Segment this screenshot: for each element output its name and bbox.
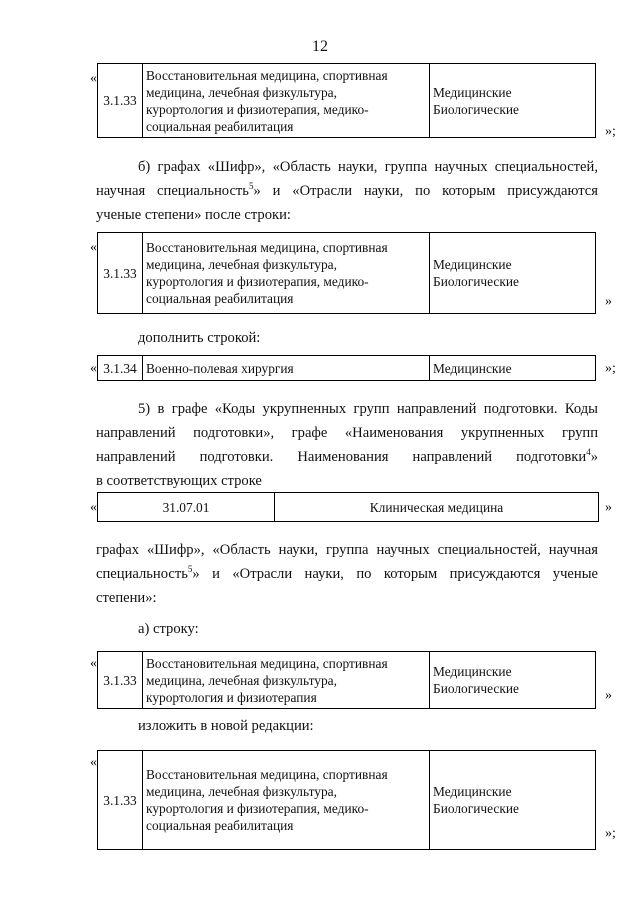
paragraph-graphs: графах «Шифр», «Область науки, группа научных специальностей, научная специальность$^5$» и «Отрасли науки, по которым присуждаются ученые степени»: (96, 542, 598, 606)
specialty-table-1 (97, 63, 596, 138)
science-branch: Медицинские Биологические (430, 233, 596, 314)
close-quote: »; (605, 124, 616, 139)
paragraph-add: дополнить строкой: (138, 330, 261, 346)
specialty-table-6 (97, 750, 596, 850)
science-branch: Медицинские Биологические (430, 751, 596, 850)
direction-table (97, 492, 599, 522)
science-branch: Медицинские Биологические (430, 652, 596, 709)
direction-code: 31.07.01 (98, 493, 275, 522)
specialty-table-3 (97, 355, 596, 381)
close-quote: » (605, 294, 612, 309)
paragraph-new: изложить в новой редакции: (138, 718, 314, 734)
open-quote: « (90, 71, 97, 86)
close-quote: »; (605, 826, 616, 841)
specialty-code: 3.1.33 (98, 233, 143, 314)
science-branch: Медицинские (430, 356, 596, 381)
open-quote: « (90, 361, 97, 376)
specialty-table-2 (97, 232, 596, 314)
paragraph-b: б) графах «Шифр», «Область науки, группа научных специальностей, научная специальность$^5$» и «Отрасли науки, по которым присуждаются ученые степени» после строки: (96, 159, 598, 223)
page-number: 12 (312, 38, 328, 55)
paragraph-5: 5) в графе «Коды укрупненных групп направлений подготовки. Коды направлений подготовки», графе «Наименования укрупненных групп направлений подготовки. Наименования направлений подготовки$^4$» в соответствующих строке (96, 401, 598, 489)
close-quote: » (605, 688, 612, 703)
specialty-code: 3.1.33 (98, 64, 143, 138)
specialty-name: Восстановительная медицина, спортивная медицина, лечебная физкультура, курортология и физиотерапия, медико- социальная реабилитация (143, 751, 430, 850)
science-branch: Медицинские Биологические (430, 64, 596, 138)
specialty-name: Военно-полевая хирургия (143, 356, 430, 381)
paragraph-a: а) строку: (138, 621, 199, 637)
close-quote: » (605, 500, 612, 515)
open-quote: « (90, 240, 97, 255)
specialty-code: 3.1.34 (98, 356, 143, 381)
close-quote: »; (605, 361, 616, 376)
specialty-name: Восстановительная медицина, спортивная медицина, лечебная физкультура, курортология и физиотерапия (143, 652, 430, 709)
specialty-name: Восстановительная медицина, спортивная медицина, лечебная физкультура, курортология и физиотерапия, медико- социальная реабилитация (143, 233, 430, 314)
open-quote: « (90, 755, 97, 770)
specialty-code: 3.1.33 (98, 751, 143, 850)
specialty-table-5 (97, 651, 596, 709)
open-quote: « (90, 656, 97, 671)
direction-name: Клиническая медицина (275, 493, 599, 522)
specialty-code: 3.1.33 (98, 652, 143, 709)
open-quote: « (90, 500, 97, 515)
specialty-name: Восстановительная медицина, спортивная медицина, лечебная физкультура, курортология и физиотерапия, медико- социальная реабилитация (143, 64, 430, 138)
